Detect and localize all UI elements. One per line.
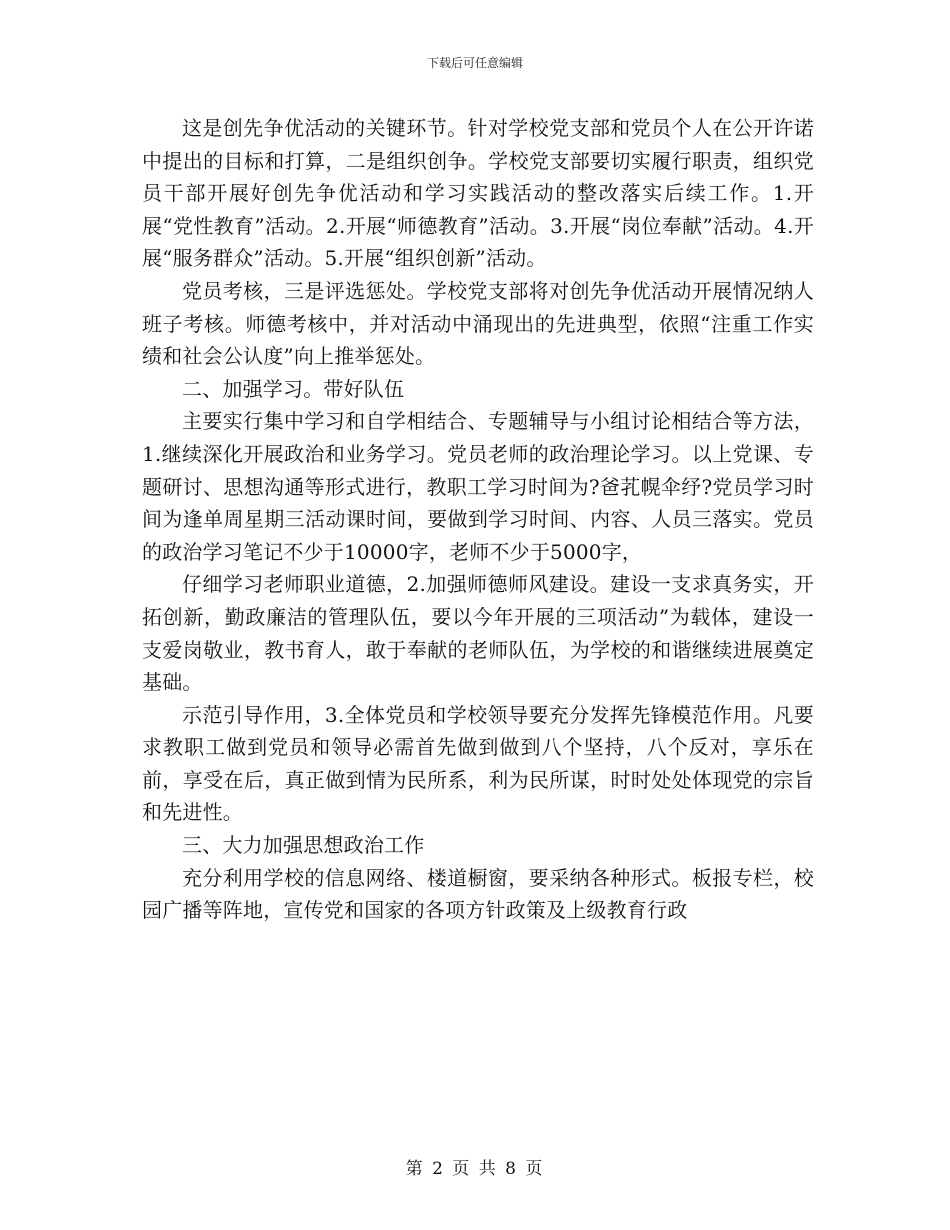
- paragraph: 仔细学习老师职业道德，2.加强师德师风建设。建设一支求真务实，开拓创新，勤政廉洁的管理队伍，要以今年开展的三项活动”为载体，建设一支爱岗敬业，教书育人，敢于奉献的老师队伍，为学校的和谐继续进展奠定基础。: [142, 572, 814, 695]
- section-heading: 二、加强学习。带好队伍: [182, 376, 405, 401]
- paragraph: 这是创先争优活动的关键环节。针对学校党支部和党员个人在公开许诺中提出的目标和打算，二是组织创争。学校党支部要切实履行职责，组织党员干部开展好创先争优活动和学习实践活动的整改落实后续工作。1.开展“党性教育”活动。2.开展“师德教育”活动。3.开展“岗位奉献”活动。4.开展“服务群众”活动。5.开展“组织创新”活动。: [142, 116, 814, 271]
- page-header: 下载后可任意编辑: [426, 56, 523, 70]
- page-number: 第 2 页 共 8 页: [405, 1159, 545, 1179]
- document-body: [142, 112, 814, 927]
- section-heading: 三、大力加强思想政治工作: [182, 833, 425, 858]
- paragraph: 党员考核，三是评选惩处。学校党支部将对创先争优活动开展情况纳人班子考核。师德考核中，并对活动中涌现出的先进典型，依照“注重工作实绩和社会公认度”向上推举惩处。: [142, 278, 814, 369]
- paragraph: 示范引导作用，3.全体党员和学校领导要充分发挥先锋模范作用。凡要求教职工做到党员和领导必需首先做到做到八个坚持，八个反对，享乐在前，享受在后，真正做到情为民所系，利为民所谋，时时处处体现党的宗旨和先进性。: [142, 702, 814, 825]
- paragraph: 主要实行集中学习和自学相结合、专题辅导与小组讨论相结合等方法，1.继续深化开展政治和业务学习。党员老师的政治理论学习。以上党课、专题研讨、思想沟通等形式进行，教职工学习时间为?爸芤幌伞纾?党员学习时间为逢单周星期三活动课时间，要做到学习时间、内容、人员三落实。党员的政治学习笔记不少于10000字，老师不少于5000字，: [142, 409, 814, 564]
- paragraph: 充分利用学校的信息网络、楼道橱窗，要采纳各种形式。板报专栏，校园广播等阵地，宣传党和国家的各项方针政策及上级教育行政: [142, 865, 814, 923]
